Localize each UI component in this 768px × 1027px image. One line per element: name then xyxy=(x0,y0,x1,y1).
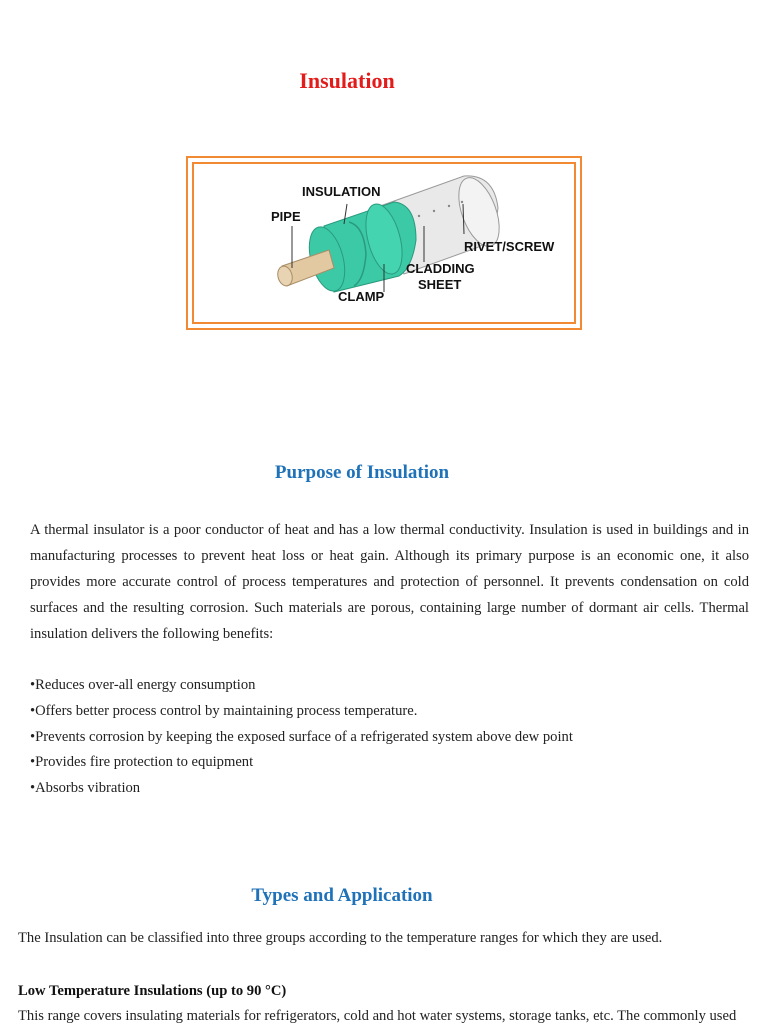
insulation-diagram xyxy=(192,162,576,324)
types-heading: Types and Application xyxy=(251,885,433,906)
low-temp-text: This range covers insulating materials for refrigerators, cold and hot water systems, storage tanks, etc. The commonly used xyxy=(18,1008,737,1024)
benefit-item: •Prevents corrosion by keeping the exposed surface of a refrigerated system above dew point xyxy=(30,728,573,745)
rivet-screw-label: RIVET/SCREW xyxy=(464,239,555,254)
benefit-item: •Provides fire protection to equipment xyxy=(30,754,254,771)
low-temp-heading: Low Temperature Insulations (up to 90 °C) xyxy=(18,983,287,999)
purpose-paragraph: A thermal insulator is a poor conductor of heat and has a low thermal conductivity. Insulation is used in buildings and in manufacturing processes to prevent heat loss or heat gain. Although its primary purpose is an economic one, it also provides more accurate control of process temperatures and protection of personnel. It prevents condensation on cold surfaces and the resulting corrosion. Such materials are porous, containing large number of dormant air cells. Thermal insulation delivers the following benefits: xyxy=(30,522,749,642)
benefit-item: •Reduces over-all energy consumption xyxy=(30,677,256,693)
cladding-label-line2: SHEET xyxy=(418,277,462,292)
page-title: Insulation xyxy=(299,68,395,93)
pipe-label: PIPE xyxy=(271,209,301,224)
types-intro-text: The Insulation can be classified into three groups according to the temperature ranges for which they are used. xyxy=(18,930,663,946)
clamp-label: CLAMP xyxy=(338,289,385,304)
benefit-item: •Absorbs vibration xyxy=(30,780,141,797)
benefit-item: •Offers better process control by maintaining process temperature. xyxy=(30,702,418,719)
benefits-list xyxy=(30,673,573,802)
purpose-heading: Purpose of Insulation xyxy=(274,462,450,483)
cladding-label-line1: CLADDING xyxy=(406,261,475,276)
insulation-label: INSULATION xyxy=(302,184,381,199)
insulation-diagram-frame xyxy=(186,156,582,330)
pipe-insulation-illustration xyxy=(194,164,578,326)
